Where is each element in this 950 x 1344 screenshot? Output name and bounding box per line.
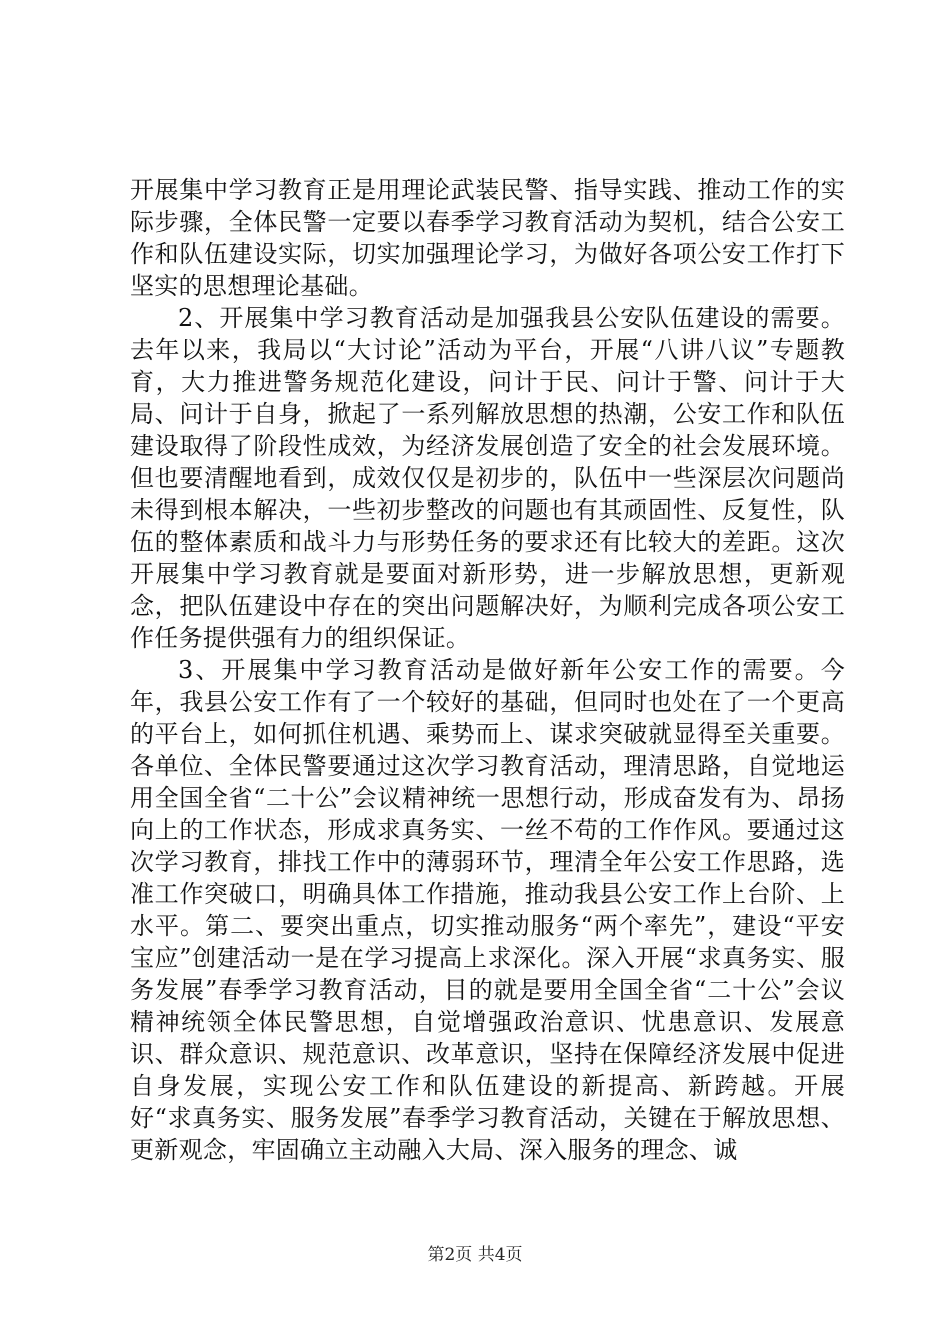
- paragraph-item-2: 2、开展集中学习教育活动是加强我县公安队伍建设的需要。去年以来，我局以“大讨论”活动为平台，开展“八讲八议”专题教育，大力推进警务规范化建设，问计于民、问计于警、问计于大局、问计于自身，掀起了一系列解放思想的热潮，公安工作和队伍建设取得了阶段性成效，为经济发展创造了安全的社会发展环境。但也要清醒地看到，成效仅仅是初步的，队伍中一些深层次问题尚未得到根本解决，一些初步整改的问题也有其顽固性、反复性，队伍的整体素质和战斗力与形势任务的要求还有比较大的差距。这次开展集中学习教育就是要面对新形势，进一步解放思想，更新观念，把队伍建设中存在的突出问题解决好，为顺利完成各项公安工作任务提供强有力的组织保证。: [130, 304, 845, 652]
- paragraph-continuation: 开展集中学习教育正是用理论武装民警、指导实践、推动工作的实际步骤，全体民警一定要以春季学习教育活动为契机，结合公安工作和队伍建设实际，切实加强理论学习，为做好各项公安工作打下坚实的思想理论基础。: [130, 176, 845, 300]
- document-body: [130, 174, 845, 1166]
- page-number-footer: 第2页 共4页: [427, 1245, 523, 1265]
- paragraph-item-3: 3、开展集中学习教育活动是做好新年公安工作的需要。今年，我县公安工作有了一个较好的基础，但同时也处在了一个更高的平台上，如何抓住机遇、乘势而上、谋求突破就显得至关重要。各单位、全体民警要通过这次学习教育活动，理清思路，自觉地运用全国全省“二十公”会议精神统一思想行动，形成奋发有为、昂扬向上的工作状态，形成求真务实、一丝不苟的工作作风。要通过这次学习教育，排找工作中的薄弱环节，理清全年公安工作思路，选准工作突破口，明确具体工作措施，推动我县公安工作上台阶、上水平。第二、要突出重点，切实推动服务“两个率先”，建设“平安宝应”创建活动一是在学习提高上求深化。深入开展“求真务实、服务发展”春季学习教育活动，目的就是要用全国全省“二十公”会议精神统领全体民警思想，自觉增强政治意识、忧患意识、发展意识、群众意识、规范意识、改革意识，坚持在保障经济发展中促进自身发展，实现公安工作和队伍建设的新提高、新跨越。开展好“求真务实、服务发展”春季学习教育活动，关键在于解放思想、更新观念，牢固确立主动融入大局、深入服务的理念、诚: [130, 656, 845, 1164]
